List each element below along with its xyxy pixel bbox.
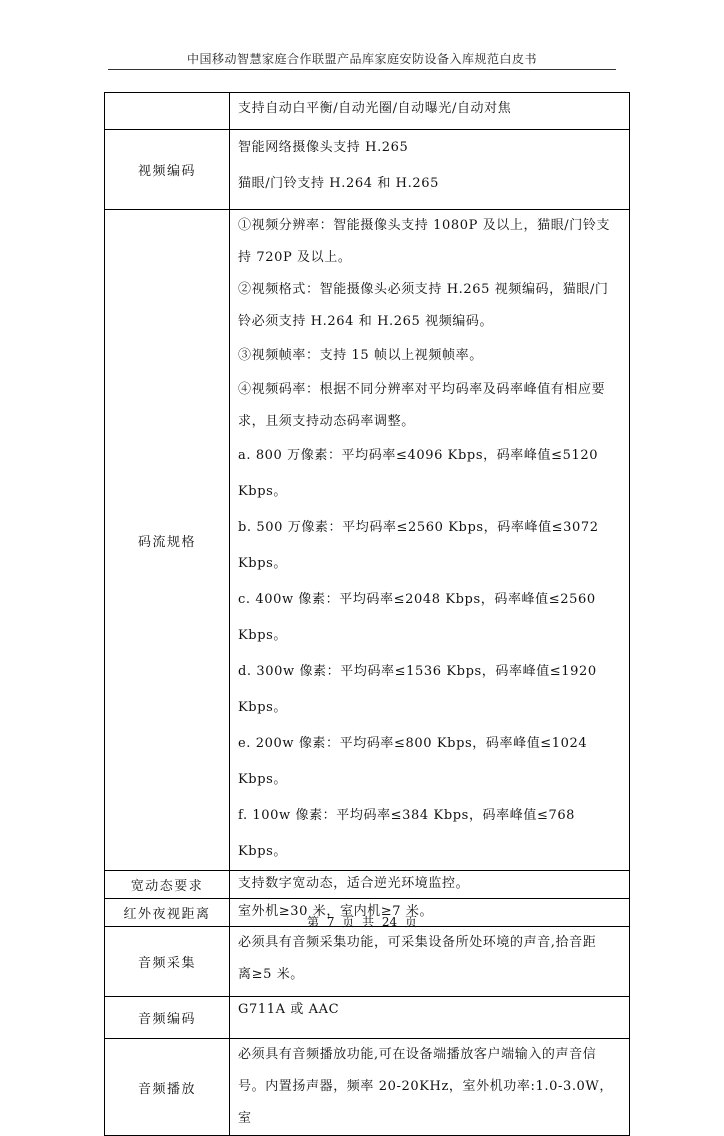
row-content bbox=[230, 927, 630, 997]
content-line: 支持数字宽动态，适合逆光环境监控。 bbox=[238, 876, 470, 891]
table-row bbox=[105, 93, 630, 130]
row-content bbox=[230, 997, 630, 1039]
row-content bbox=[230, 871, 630, 899]
document-header: 中国移动智慧家庭合作联盟产品库家庭安防设备入库规范白皮书 bbox=[186, 52, 537, 66]
spec-table bbox=[104, 92, 630, 1136]
content-line: 必须具有音频播放功能,可在设备端播放客户端输入的声音信 bbox=[238, 1047, 597, 1062]
row-content bbox=[230, 1039, 630, 1136]
row-content bbox=[230, 93, 630, 130]
content-line: ④视频码率：根据不同分辨率对平均码率及码率峰值有相应要 bbox=[238, 382, 606, 397]
table-row bbox=[105, 1039, 630, 1136]
content-line: 室外机≥30 米，室内机≥7 米。 bbox=[238, 904, 434, 919]
content-line: a. 800 万像素：平均码率≤4096 Kbps，码率峰值≤5120 Kbps。 bbox=[238, 448, 599, 499]
content-line: 号。内置扬声器，频率 20-20KHz，室外机功率:1.0-3.0W，室 bbox=[238, 1079, 613, 1126]
page-number: 第 7 页 共 24 页 bbox=[307, 915, 417, 929]
table-row bbox=[105, 997, 630, 1039]
row-label-video-encoding: 视频编码 bbox=[105, 130, 230, 210]
content-line: ③视频帧率：支持 15 帧以上视频帧率。 bbox=[238, 348, 483, 363]
table-row bbox=[105, 871, 630, 899]
row-label-audio-playback: 音频播放 bbox=[105, 1039, 230, 1136]
content-line: 离≥5 米。 bbox=[238, 967, 304, 982]
content-line: f. 100w 像素：平均码率≤384 Kbps，码率峰值≤768 Kbps。 bbox=[238, 808, 576, 859]
row-label-audio-capture: 音频采集 bbox=[105, 927, 230, 997]
content-line: 铃必须支持 H.264 和 H.265 视频编码。 bbox=[238, 314, 494, 329]
content-line: b. 500 万像素：平均码率≤2560 Kbps，码率峰值≤3072 Kbps。 bbox=[238, 520, 599, 571]
row-label-wdr: 宽动态要求 bbox=[105, 871, 230, 899]
row-label bbox=[105, 93, 230, 130]
row-content bbox=[230, 130, 630, 210]
content-line: 求，且须支持动态码率调整。 bbox=[238, 414, 415, 429]
header-divider bbox=[108, 69, 616, 70]
content-line: ②视频格式：智能摄像头必须支持 H.265 视频编码，猫眼/门 bbox=[238, 282, 609, 297]
row-label-stream-spec: 码流规格 bbox=[105, 210, 230, 871]
row-content bbox=[230, 210, 630, 871]
content-line: c. 400w 像素：平均码率≤2048 Kbps，码率峰值≤2560 Kbps。 bbox=[238, 592, 596, 643]
content-line: 智能网络摄像头支持 H.265 bbox=[238, 140, 409, 155]
content-line: G711A 或 AAC bbox=[238, 1002, 340, 1017]
content-line: 持 720P 及以上。 bbox=[238, 250, 352, 265]
content-line: 猫眼/门铃支持 H.264 和 H.265 bbox=[238, 176, 439, 191]
row-label-ir-distance: 红外夜视距离 bbox=[105, 899, 230, 927]
table-row bbox=[105, 210, 630, 871]
table-row bbox=[105, 927, 630, 997]
row-label-audio-encoding: 音频编码 bbox=[105, 997, 230, 1039]
content-line: e. 200w 像素：平均码率≤800 Kbps，码率峰值≤1024 Kbps。 bbox=[238, 736, 588, 787]
table-row bbox=[105, 130, 630, 210]
content-line: d. 300w 像素：平均码率≤1536 Kbps，码率峰值≤1920 Kbps。 bbox=[238, 664, 597, 715]
content-line: 必须具有音频采集功能，可采集设备所处环境的声音,拾音距 bbox=[238, 935, 597, 950]
content-line: ①视频分辨率：智能摄像头支持 1080P 及以上，猫眼/门铃支 bbox=[238, 218, 611, 233]
content-line: 支持自动白平衡/自动光圈/自动曝光/自动对焦 bbox=[238, 101, 512, 116]
